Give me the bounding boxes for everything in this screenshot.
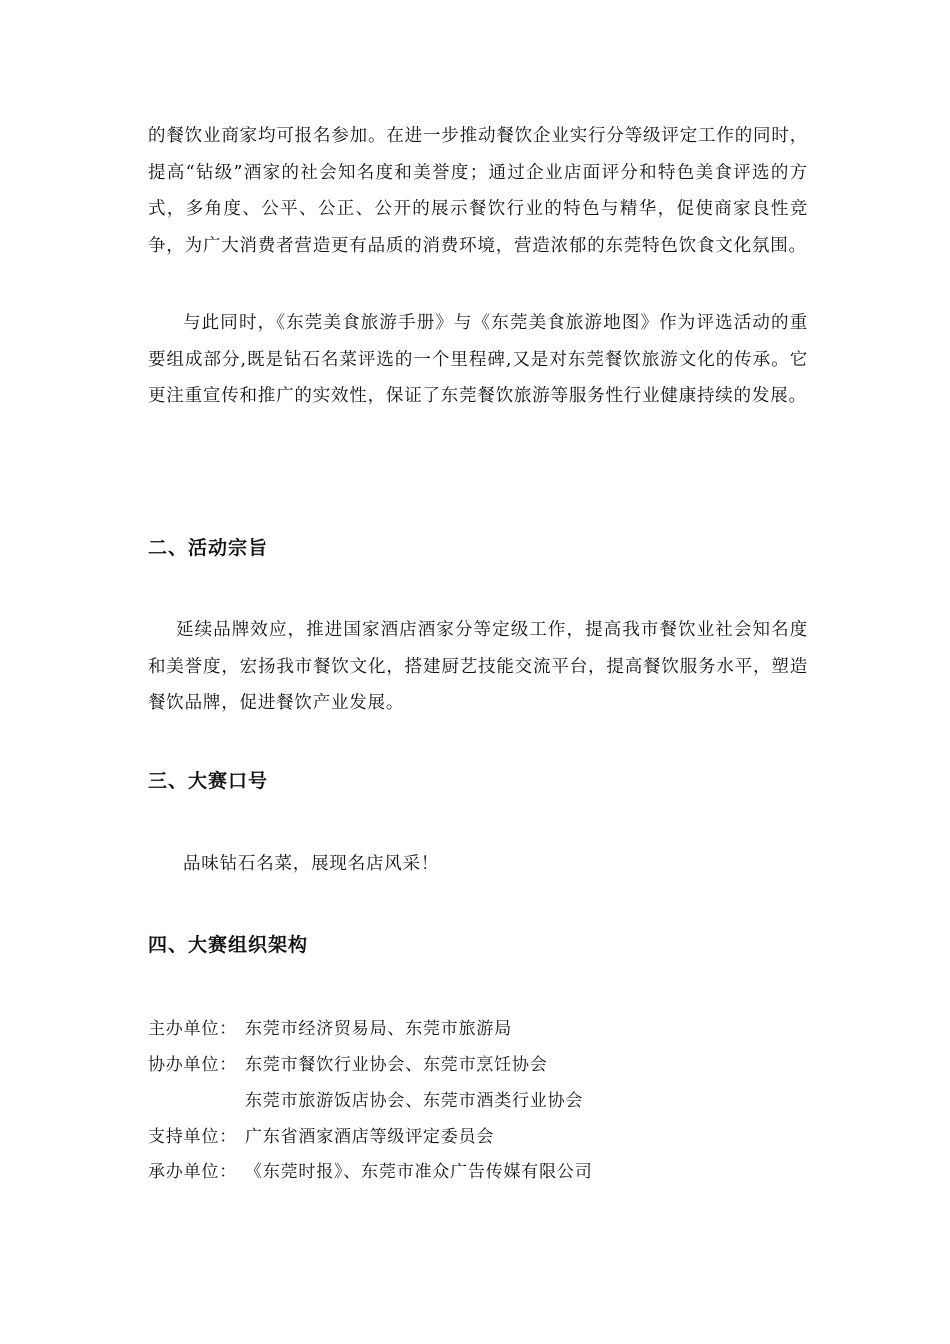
org-row-co <box>148 1053 548 1077</box>
section-2-paragraph: 延续品牌效应，推进国家酒店酒家分等定级工作，提高我市餐饮业社会知名度和美誉度，宏扬我市餐饮文化，搭建厨艺技能交流平台，提高餐饮服务水平，塑造餐饮品牌，促进餐饮产业发展。 <box>148 620 808 714</box>
intro-paragraph-1: 的餐饮业商家均可报名参加。在进一步推动餐饮企业实行分等级评定工作的同时，提高“钻级”酒家的社会知名度和美誉度；通过企业店面评分和特色美食评选的方式，多角度、公平、公正、公开的展示餐饮行业的特色与精华，促使商家良性竞争，为广大消费者营造更有品质的消费环境，营造浓郁的东莞特色饮食文化氛围。 <box>148 126 808 256</box>
org-label-host: 主办单位： <box>148 1019 237 1039</box>
section-3-heading: 三、大赛口号 <box>148 770 269 792</box>
org-value-co-1: 东莞市餐饮行业协会、东莞市烹饪协会 <box>245 1055 548 1075</box>
section-4-heading: 四、大赛组织架构 <box>148 934 309 956</box>
org-label-organizer: 承办单位： <box>148 1162 237 1182</box>
org-row-co-continued <box>148 1089 583 1113</box>
org-label-co: 协办单位： <box>148 1055 237 1075</box>
org-value-co-2: 东莞市旅游饭店协会、东莞市酒类行业协会 <box>245 1091 584 1111</box>
intro-paragraph-2: 与此同时，《东莞美食旅游手册》与《东莞美食旅游地图》作为评选活动的重要组成部分,既是钻石名菜评选的一个里程碑,又是对东莞餐饮旅游文化的传承。它更注重宣传和推广的实效性，保证了东莞餐饮旅游等服务性行业健康持续的发展。 <box>148 313 808 407</box>
org-row-support <box>148 1125 494 1149</box>
section-3-slogan: 品味钻石名菜，展现名店风采！ <box>183 854 440 874</box>
org-row-organizer <box>148 1160 593 1184</box>
section-2-heading: 二、活动宗旨 <box>148 537 269 559</box>
org-label-support: 支持单位： <box>148 1127 237 1147</box>
org-value-support: 广东省酒家酒店等级评定委员会 <box>245 1127 495 1147</box>
org-row-host <box>148 1017 512 1041</box>
org-value-host: 东莞市经济贸易局、东莞市旅游局 <box>245 1019 512 1039</box>
org-value-organizer: 《东莞时报》、东莞市准众广告传媒有限公司 <box>245 1162 593 1182</box>
